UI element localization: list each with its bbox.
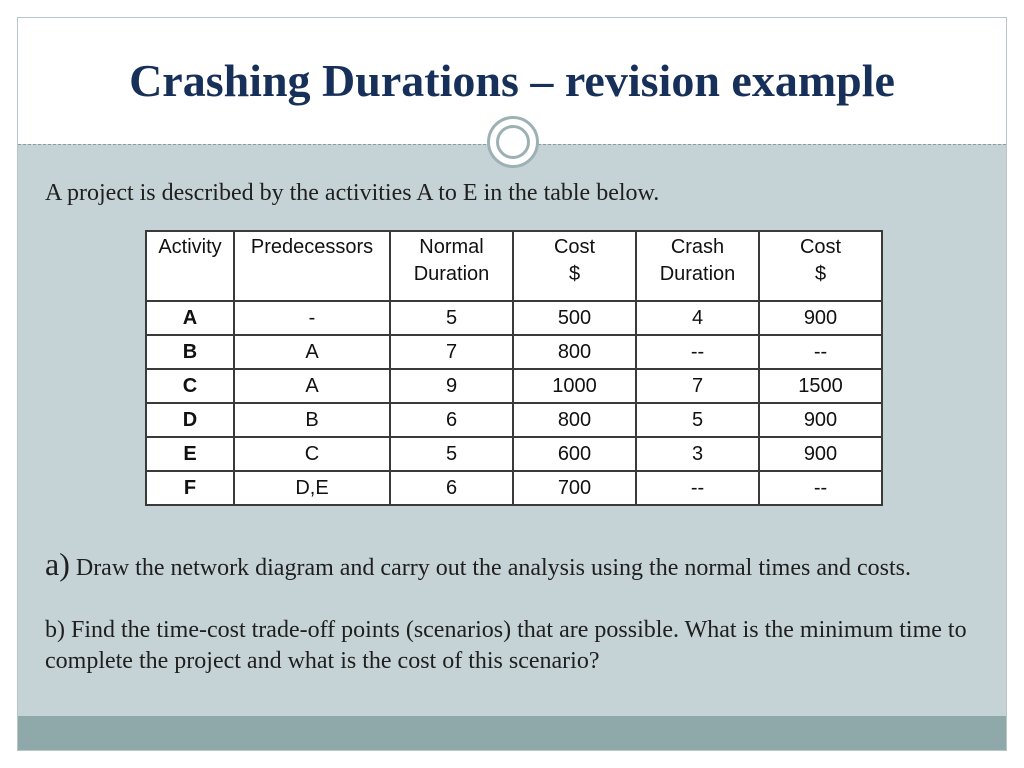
cell-crash-cost: 900 <box>759 403 882 437</box>
cell-normal-cost: 800 <box>513 403 636 437</box>
cell-activity: C <box>146 369 234 403</box>
cell-crash-duration: 7 <box>636 369 759 403</box>
question-a <box>45 546 975 584</box>
circle-ornament-icon <box>487 116 539 168</box>
cell-normal-duration: 9 <box>390 369 513 403</box>
cell-crash-duration: 5 <box>636 403 759 437</box>
cell-predecessors: - <box>234 301 390 335</box>
question-b: b) Find the time-cost trade-off points (scenarios) that are possible. What is the minimum time to complete the project and what is the cost of this scenario? <box>45 617 967 674</box>
header-normal-cost: Cost $ <box>513 231 636 301</box>
intro-text: A project is described by the activities A to E in the table below. <box>45 180 660 206</box>
cell-normal-duration: 7 <box>390 335 513 369</box>
cell-crash-cost: -- <box>759 471 882 505</box>
cell-crash-duration: 4 <box>636 301 759 335</box>
cell-normal-duration: 5 <box>390 301 513 335</box>
table-row <box>146 369 882 403</box>
header-activity: Activity <box>146 231 234 301</box>
cell-crash-cost: 900 <box>759 437 882 471</box>
header-crash-cost: Cost $ <box>759 231 882 301</box>
cell-activity: B <box>146 335 234 369</box>
cell-crash-cost: 900 <box>759 301 882 335</box>
circle-ornament-inner <box>496 125 530 159</box>
cell-normal-cost: 700 <box>513 471 636 505</box>
cell-crash-duration: 3 <box>636 437 759 471</box>
table-row <box>146 437 882 471</box>
table-row <box>146 471 882 505</box>
table-row <box>146 403 882 437</box>
cell-normal-duration: 5 <box>390 437 513 471</box>
cell-activity: E <box>146 437 234 471</box>
slide <box>17 17 1007 751</box>
table-header-row <box>146 231 882 301</box>
cell-normal-cost: 1000 <box>513 369 636 403</box>
footer-band <box>18 716 1006 750</box>
activity-table <box>145 230 883 506</box>
cell-normal-cost: 600 <box>513 437 636 471</box>
table-row <box>146 301 882 335</box>
header-normal-duration: Normal Duration <box>390 231 513 301</box>
cell-crash-cost: 1500 <box>759 369 882 403</box>
cell-predecessors: A <box>234 369 390 403</box>
cell-activity: F <box>146 471 234 505</box>
cell-activity: A <box>146 301 234 335</box>
cell-predecessors: C <box>234 437 390 471</box>
cell-predecessors: B <box>234 403 390 437</box>
cell-crash-duration: -- <box>636 471 759 505</box>
cell-predecessors: A <box>234 335 390 369</box>
header-predecessors: Predecessors <box>234 231 390 301</box>
cell-predecessors: D,E <box>234 471 390 505</box>
cell-crash-cost: -- <box>759 335 882 369</box>
question-a-label: a) <box>45 546 70 582</box>
cell-normal-duration: 6 <box>390 471 513 505</box>
cell-activity: D <box>146 403 234 437</box>
cell-normal-duration: 6 <box>390 403 513 437</box>
cell-normal-cost: 800 <box>513 335 636 369</box>
question-a-text: Draw the network diagram and carry out the analysis using the normal times and costs. <box>69 555 911 581</box>
cell-normal-cost: 500 <box>513 301 636 335</box>
table-row <box>146 335 882 369</box>
cell-crash-duration: -- <box>636 335 759 369</box>
slide-title: Crashing Durations – revision example <box>129 55 895 106</box>
header-crash-duration: Crash Duration <box>636 231 759 301</box>
